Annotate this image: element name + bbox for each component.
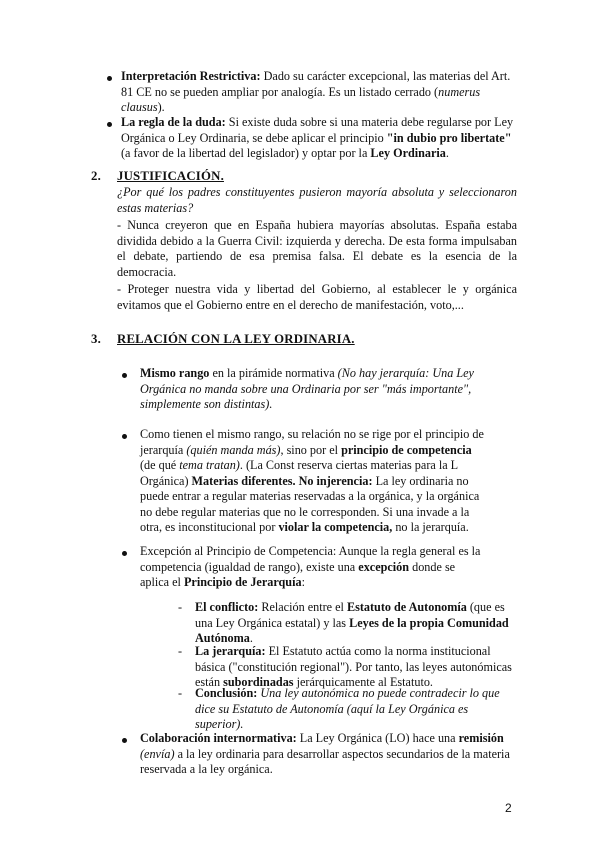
bullet-bold: "in dubio pro libertate" (386, 130, 512, 145)
bullet-dot (122, 434, 127, 439)
bullet-dot (122, 551, 127, 556)
sub-heading: Conclusión: (195, 686, 258, 700)
bullet-text: ). (157, 100, 165, 114)
bullet-italic: (quién manda más) (186, 442, 281, 457)
bullet-dot (122, 738, 127, 743)
bullet-italic: tema tratan) (179, 458, 240, 472)
bullet-dot (122, 373, 127, 378)
bullet-bold: excepción (358, 559, 410, 574)
bullet-text: . (445, 146, 449, 160)
question-text (117, 185, 517, 216)
bullet-text: : (301, 575, 305, 589)
sub-text: (que es una Ley Orgánica estatal) y las (195, 600, 505, 630)
list-item (140, 544, 485, 591)
sub-list-item (195, 600, 517, 647)
bullet-heading: Colaboración internormativa: (140, 731, 297, 745)
bullet-text: donde se aplica el (140, 559, 456, 589)
sub-list-item (195, 686, 517, 733)
bullet-bold: principio de competencia (341, 442, 472, 457)
bullet-text: no la jerarquía. (392, 520, 469, 534)
section-number: 3. (91, 332, 101, 346)
bullet-heading: Mismo rango (140, 366, 210, 380)
sub-text: jerárquicamente al Estatuto. (293, 675, 433, 689)
sub-text: El Estatuto actúa como la norma institucional básica ("constitución regional"). Por tanto, las leyes autonómicas están (195, 644, 512, 689)
list-item (140, 731, 515, 778)
sub-bold: Leyes de la propia Comunidad Autónoma (195, 615, 509, 645)
bullet-italic: (envía) (140, 746, 175, 761)
page-number: 2 (505, 801, 512, 815)
bullet-bold: violar la competencia, (278, 520, 393, 534)
section-heading (91, 332, 355, 348)
sub-text: Una ley autonómica no puede contradecir lo que dice su Estatuto de Autonomía (aquí la Ley Orgánica es superior). (195, 686, 500, 731)
list-item (140, 427, 485, 536)
bullet-bold: Principio de Jerarquía (183, 575, 302, 589)
sub-bold: subordinadas (223, 675, 294, 689)
list-item (121, 69, 517, 116)
bullet-text: La Ley Orgánica (LO) hace una (296, 731, 459, 745)
bullet-text: La ley ordinaria no puede entrar a regular materias reservadas a la orgánica, y la orgánica no debe regular materias que no le corresponden. Si una invade a la otra, es inconstitucional por (140, 473, 480, 534)
bullet-italic: (No hay jerarquía: Una Ley Orgánica no manda sobre una Ordinaria por ser "más importante", simplemente son distintas). (140, 366, 474, 411)
question-italic: ¿Por qué los padres constituyentes pusieron mayoría absoluta y seleccionaron estas materias? (117, 185, 517, 215)
bullet-heading: Interpretación Restrictiva: (121, 69, 261, 83)
sub-bold: Estatuto de Autonomía (346, 600, 467, 614)
sub-heading: La jerarquía: (195, 644, 266, 658)
dash-marker: - (178, 644, 183, 658)
bullet-heading: La regla de la duda: (121, 115, 226, 129)
bullet-text: , sino por el (280, 442, 342, 457)
sub-list-item (195, 644, 517, 691)
list-item (121, 115, 521, 162)
bullet-text: Dado su carácter excepcional, las materias del Art. 81 CE no se pueden ampliar por analogía. Es un listado cerrado ( (121, 69, 511, 99)
sub-text: Relación entre el (258, 600, 347, 614)
bullet-bold: Materias diferentes. No injerencia: (191, 473, 373, 488)
bullet-bold: remisión (458, 731, 504, 745)
bullet-dot (107, 122, 112, 127)
section-title: JUSTIFICACIÓN. (117, 169, 224, 183)
bullet-dot (107, 76, 112, 81)
paragraph: - Nunca creyeron que en España hubiera mayorías absolutas. España estaba dividida debido a la Guerra Civil: izquierda y derecha. De esta forma impulsaban el debate, partiendo de esa premisa falsa. El debate es la esencia de la democracia. (117, 218, 517, 279)
bullet-text: (de qué (140, 458, 180, 472)
bullet-text: (a favor de la libertad del legislador) y optar por la (121, 146, 371, 160)
sub-heading: El conflicto: (195, 600, 259, 614)
bullet-text: Excepción al Principio de Competencia: Aunque la regla general es la competencia (igualdad de rango), existe una (140, 544, 481, 574)
paragraph: - Proteger nuestra vida y libertad del Gobierno, al establecer le y orgánica evitamos que el Gobierno entre en el derecho de manifestación, voto,... (117, 282, 517, 312)
bullet-text: a la ley ordinaria para desarrollar aspectos secundarios de la materia reservada a la ley orgánica. (140, 746, 510, 776)
bullet-bold: Ley Ordinaria (370, 146, 446, 160)
bullet-text: . (La Const reserva ciertas materias para la L Orgánica) (140, 458, 458, 488)
dash-marker: - (178, 600, 183, 614)
dash-marker: - (178, 686, 183, 700)
bullet-text: Como tienen el mismo rango, su relación no se rige por el principio de jerarquía (140, 427, 484, 457)
section-number: 2. (91, 169, 101, 183)
sub-text: . (249, 631, 253, 645)
list-item (140, 366, 485, 413)
bullet-italic: numerus clausus (121, 84, 481, 114)
section-title: RELACIÓN CON LA LEY ORDINARIA. (117, 332, 355, 346)
bullet-text: Si existe duda sobre si una materia debe regularse por Ley Orgánica o Ley Ordinaria, se debe aplicar el principio (121, 115, 514, 145)
section-heading (91, 169, 224, 185)
bullet-text: en la pirámide normativa (209, 366, 338, 380)
